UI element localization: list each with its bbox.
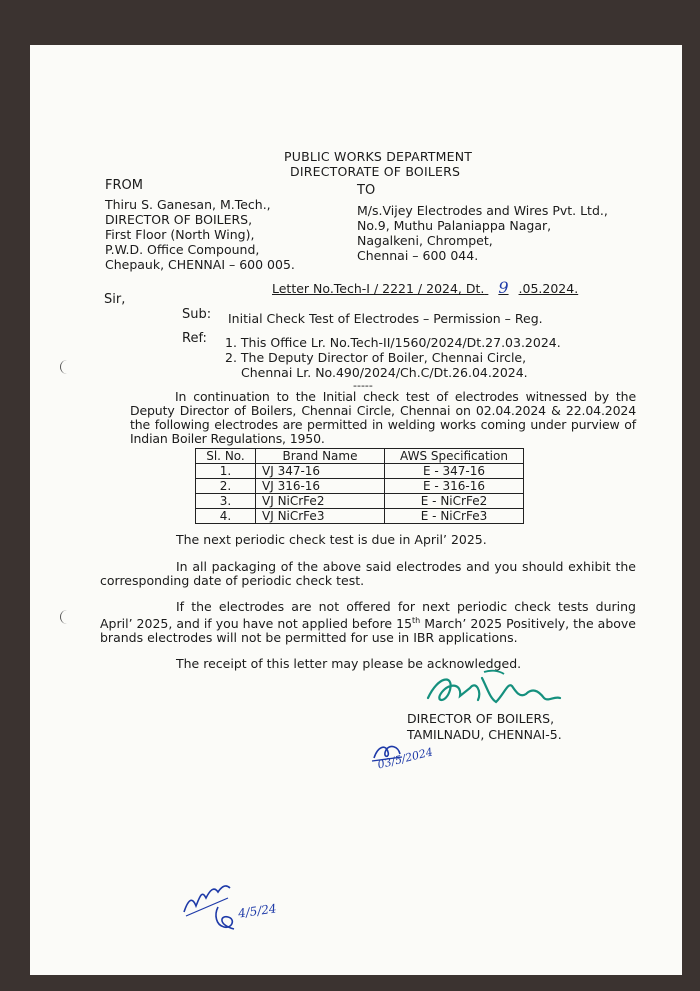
from-line: P.W.D. Office Compound, bbox=[105, 242, 260, 257]
column-header: Brand Name bbox=[256, 449, 385, 464]
salutation: Sir, bbox=[104, 292, 126, 307]
letter-date-day: 9 bbox=[498, 278, 509, 297]
table-row bbox=[196, 479, 524, 494]
table-cell: E - 347-16 bbox=[385, 464, 524, 479]
from-address bbox=[105, 197, 295, 272]
signatory-title: DIRECTOR OF BOILERS, bbox=[407, 711, 555, 726]
from-line: Chepauk, CHENNAI – 600 005. bbox=[105, 257, 295, 272]
reference-item-cont: Chennai Lr. No.490/2024/Ch.C/Dt.26.04.2024. bbox=[241, 365, 528, 380]
table-cell: 4. bbox=[196, 509, 256, 524]
signatory-location: TAMILNADU, CHENNAI-5. bbox=[407, 727, 562, 742]
table-cell: VJ 316-16 bbox=[256, 479, 385, 494]
warning-text: If the electrodes are not offered for next periodic check tests during April’ 2025, and if you have not applied before 15 bbox=[100, 599, 636, 632]
to-line: Chennai – 600 044. bbox=[357, 248, 479, 263]
punch-hole-mark bbox=[60, 610, 71, 624]
table-cell: E - NiCrFe2 bbox=[385, 494, 524, 509]
table-cell: E - 316-16 bbox=[385, 479, 524, 494]
subject-text: Initial Check Test of Electrodes – Permission – Reg. bbox=[228, 311, 543, 326]
warning-text: March’ 2025 Positively, the above brands electrodes will not be permitted for use in IBR applications. bbox=[100, 616, 636, 646]
paragraph-continuation: In continuation to the Initial check test of electrodes witnessed by the Deputy Director of Boilers, Chennai Circle, Chennai on 02.04.2024 & 22.04.2024 the following electrodes are permitted in welding works coming under purview of Indian Boiler Regulations, 1950. bbox=[130, 389, 636, 446]
divider: ----- bbox=[353, 379, 373, 392]
electrode-table bbox=[195, 448, 524, 524]
table-row bbox=[196, 509, 524, 524]
table-header-row bbox=[196, 449, 524, 464]
superscript: th bbox=[412, 616, 421, 625]
letter-number-prefix: Letter No.Tech-I / 2221 / 2024, Dt. bbox=[272, 281, 485, 296]
paragraph-due-date: The next periodic check test is due in April’ 2025. bbox=[176, 532, 487, 547]
to-line: M/s.Vijey Electrodes and Wires Pvt. Ltd., bbox=[357, 203, 608, 218]
received-date-stamp: 03/5/2024 bbox=[376, 745, 435, 772]
table-row bbox=[196, 494, 524, 509]
reference-item: 1. This Office Lr. No.Tech-II/1560/2024/Dt.27.03.2024. bbox=[225, 335, 561, 350]
note-date: 4/5/24 bbox=[237, 901, 278, 921]
from-line: Thiru S. Ganesan, M.Tech., bbox=[105, 197, 271, 212]
table-cell: VJ NiCrFe2 bbox=[256, 494, 385, 509]
paragraph-warning bbox=[100, 600, 636, 645]
column-header: Sl. No. bbox=[196, 449, 256, 464]
from-line: DIRECTOR OF BOILERS, bbox=[105, 212, 253, 227]
table-cell: VJ NiCrFe3 bbox=[256, 509, 385, 524]
from-label: FROM bbox=[105, 178, 143, 193]
reference-list bbox=[225, 335, 561, 380]
table-cell: VJ 347-16 bbox=[256, 464, 385, 479]
directorate-title: DIRECTORATE OF BOILERS bbox=[290, 164, 461, 179]
paragraph-acknowledge: The receipt of this letter may please be acknowledged. bbox=[176, 656, 522, 671]
reference-label: Ref: bbox=[182, 331, 207, 346]
letter-number-suffix: .05.2024. bbox=[518, 281, 579, 296]
table-cell: 1. bbox=[196, 464, 256, 479]
letter-number bbox=[272, 280, 578, 297]
to-line: Nagalkeni, Chrompet, bbox=[357, 233, 493, 248]
subject-label: Sub: bbox=[182, 307, 212, 322]
column-header: AWS Specification bbox=[385, 449, 524, 464]
reference-item: 2. The Deputy Director of Boiler, Chennai Circle, bbox=[225, 350, 527, 365]
to-address bbox=[357, 203, 608, 263]
department-title: PUBLIC WORKS DEPARTMENT bbox=[284, 149, 473, 164]
table-cell: 3. bbox=[196, 494, 256, 509]
paragraph-packaging: In all packaging of the above said electrodes and you should exhibit the corresponding date of periodic check test. bbox=[100, 559, 636, 588]
to-line: No.9, Muthu Palaniappa Nagar, bbox=[357, 218, 552, 233]
from-line: First Floor (North Wing), bbox=[105, 227, 255, 242]
table-row bbox=[196, 464, 524, 479]
punch-hole-mark bbox=[60, 360, 71, 374]
table-cell: 2. bbox=[196, 479, 256, 494]
table-cell: E - NiCrFe3 bbox=[385, 509, 524, 524]
to-label: TO bbox=[357, 183, 376, 198]
